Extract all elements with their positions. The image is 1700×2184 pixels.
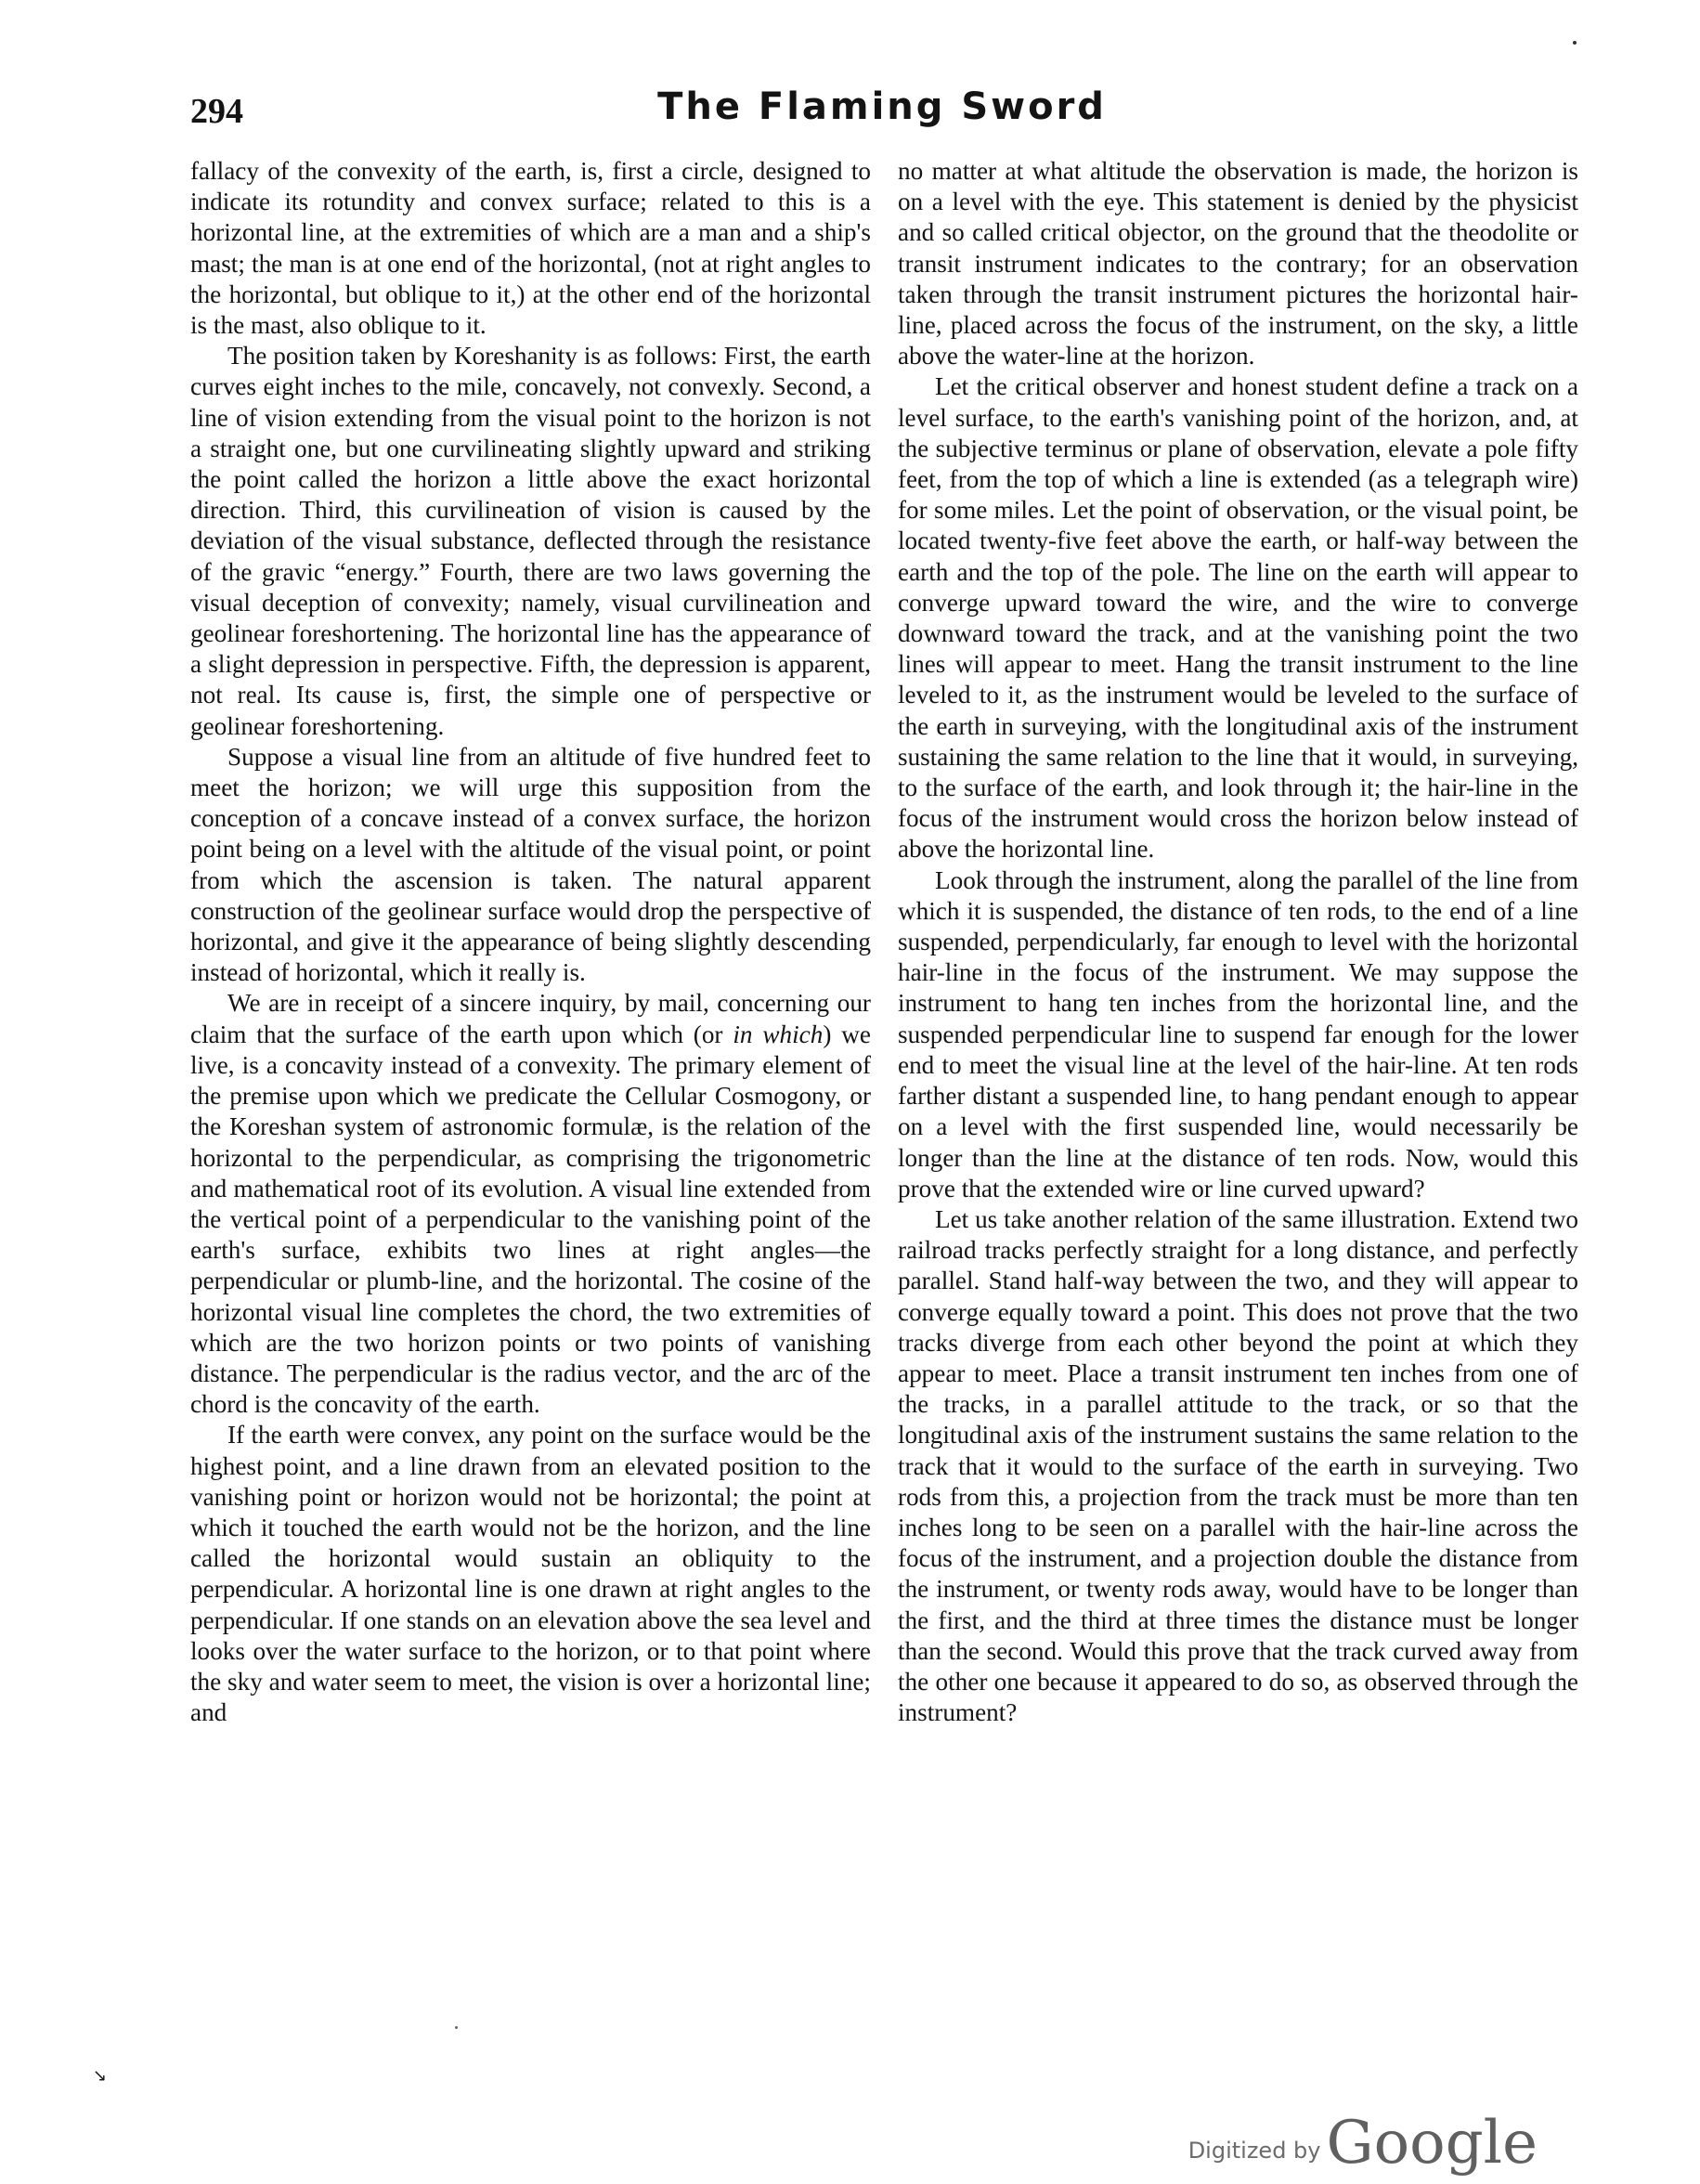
left-paragraph-5: If the earth were convex, any point on the surface would be the highest point, and a line drawn from an elevated position to the vanishing point or horizon would not be horizontal; the point at which it touched the earth would not be the horizon, and the line called the horizontal would sustain an obliquity to the perpendicular. A horizontal line is one drawn at right angles to the perpendicular. If one stands on an elevation above the sea level and looks over the water surface to the horizon, or to that point where the sky and water seem to meet, the vision is over a horizontal line; and bbox=[190, 1421, 871, 1727]
digitized-by-google-watermark bbox=[1187, 2108, 1538, 2178]
left-paragraph-4-italic: in which bbox=[733, 1020, 824, 1048]
scan-speck bbox=[1573, 41, 1577, 45]
right-paragraph-2: Let the critical observer and honest student define a track on a level surface, to the earth's vanishing point of the horizon, and, at the subjective terminus or plane of observation, elevate a pole fifty feet, from the top of which a line is extended (as a telegraph wire) for some miles. Let the point of observation, or the visual point, be located twenty-five feet above the earth, or half-way between the earth and the top of the pole. The line on the earth will appear to converge upward toward the wire, and the wire to converge downward toward the track, and at the vanishing point the two lines will appear to meet. Hang the transit instrument to the line leveled to it, as the instrument would be leveled to the surface of the earth in surveying, with the longitudinal axis of the instrument sustaining the same relation to the line that it would, in surveying, to the surface of the earth, and look through it; the hair-line in the focus of the instrument would cross the horizon below instead of above the horizontal line. bbox=[898, 372, 1578, 864]
left-paragraph-1: fallacy of the convexity of the earth, is, first a circle, designed to indicate its rotundity and convex surface; related to this is a horizontal line, at the extremities of which are a man and a ship's mast; the man is at one end of the horizontal, (not at right angles to the horizontal, but oblique to it,) at the other end of the horizontal is the mast, also oblique to it. bbox=[190, 157, 871, 340]
right-column bbox=[898, 156, 1578, 2032]
left-paragraph-4 bbox=[190, 988, 871, 1420]
margin-mark-icon: ↘ bbox=[93, 2066, 108, 2086]
right-paragraph-1: no matter at what altitude the observation is made, the horizon is on a level with the eye. This statement is denied by the physicist and so called critical objector, on the ground that the theodolite or transit instrument indicates to the contrary; for an observation taken through the transit instrument pictures the horizontal hair-line, placed across the focus of the instrument, on the sky, a little above the water-line at the horizon. bbox=[898, 157, 1578, 370]
page-header bbox=[190, 85, 1574, 141]
left-column bbox=[190, 156, 871, 2032]
running-head-title: The Flaming Sword bbox=[657, 85, 1107, 128]
watermark-prefix: Digitized by bbox=[1187, 2138, 1321, 2164]
left-paragraph-3: Suppose a visual line from an altitude of five hundred feet to meet the horizon; we will urge this supposition from the conception of a concave instead of a convex surface, the horizon point being on a level with the altitude of the visual point, or point from which the ascension is taken. The natural apparent construction of the geolinear surface would drop the perspective of horizontal, and give it the appearance of being slightly descending instead of horizontal, which it really is. bbox=[190, 742, 871, 987]
scan-speck-2 bbox=[455, 2026, 458, 2029]
right-paragraph-3: Look through the instrument, along the parallel of the line from which it is suspended, the distance of ten rods, to the end of a line suspended, perpendicularly, far enough to level with the horizontal hair-line in the focus of the instrument. We may suppose the instrument to hang ten inches from the horizontal line, and the suspended perpendicular line to suspend far enough for the lower end to meet the visual line at the level of the hair-line. At ten rods farther distant a suspended line, to hang pendant enough to appear on a level with the first suspended line, would necessarily be longer than the line at the distance of ten rods. Now, would this prove that the extended wire or line curved upward? bbox=[898, 865, 1578, 1202]
left-paragraph-4-text-a: We are in receipt of a sincere inquiry, by mail, concerning our claim that the surface of the earth upon which (or bbox=[190, 989, 871, 1048]
google-logo: Google bbox=[1326, 2109, 1538, 2178]
page-number: 294 bbox=[190, 92, 243, 131]
left-paragraph-4-text-b: ) we live, is a concavity instead of a convexity. The primary element of the premise upon which we predicate the Cellular Cosmogony, or the Koreshan system of astronomic formulæ, is the relation of the horizontal to the perpendicular, as comprising the trigonometric and mathematical root of its evolution. A visual line extended from the vertical point of a perpendicular to the vanishing point of the earth's surface, exhibits two lines at right angles—the perpendicular or plumb-line, and the horizontal. The cosine of the horizontal visual line completes the chord, the two extremities of which are the two horizon points or two points of vanishing distance. The perpendicular is the radius vector, and the arc of the chord is the concavity of the earth. bbox=[190, 1020, 871, 1419]
left-paragraph-2: The position taken by Koreshanity is as follows: First, the earth curves eight inches to the mile, concavely, not convexly. Second, a line of vision extending from the visual point to the horizon is not a straight one, but one curvilineating slightly upward and striking the point called the horizon a little above the exact horizontal direction. Third, this curvilineation of vision is caused by the deviation of the visual substance, deflected through the resistance of the gravic “energy.” Fourth, there are two laws governing the visual deception of convexity; namely, visual curvilineation and geolinear foreshortening. The horizontal line has the appearance of a slight depression in perspective. Fifth, the depression is apparent, not real. Its cause is, first, the simple one of perspective or geolinear foreshortening. bbox=[190, 342, 871, 740]
right-paragraph-4: Let us take another relation of the same illustration. Extend two railroad tracks perfectly straight for a long distance, and perfectly parallel. Stand half-way between the two, and they will appear to converge equally toward a point. This does not prove that the two tracks diverge from each other beyond the point at which they appear to meet. Place a transit instrument ten inches from one of the tracks, in a parallel attitude to the track, or so that the longitudinal axis of the instrument sustains the same relation to the track that it would to the surface of the earth in surveying. Two rods from this, a projection from the track must be more than ten inches long to be seen on a parallel with the hair-line across the focus of the instrument, and a projection double the distance from the instrument, or twenty rods away, would have to be longer than the first, and the third at three times the distance must be longer than the second. Would this prove that the track curved away from the other one because it appeared to do so, as observed through the instrument? bbox=[898, 1204, 1578, 1727]
